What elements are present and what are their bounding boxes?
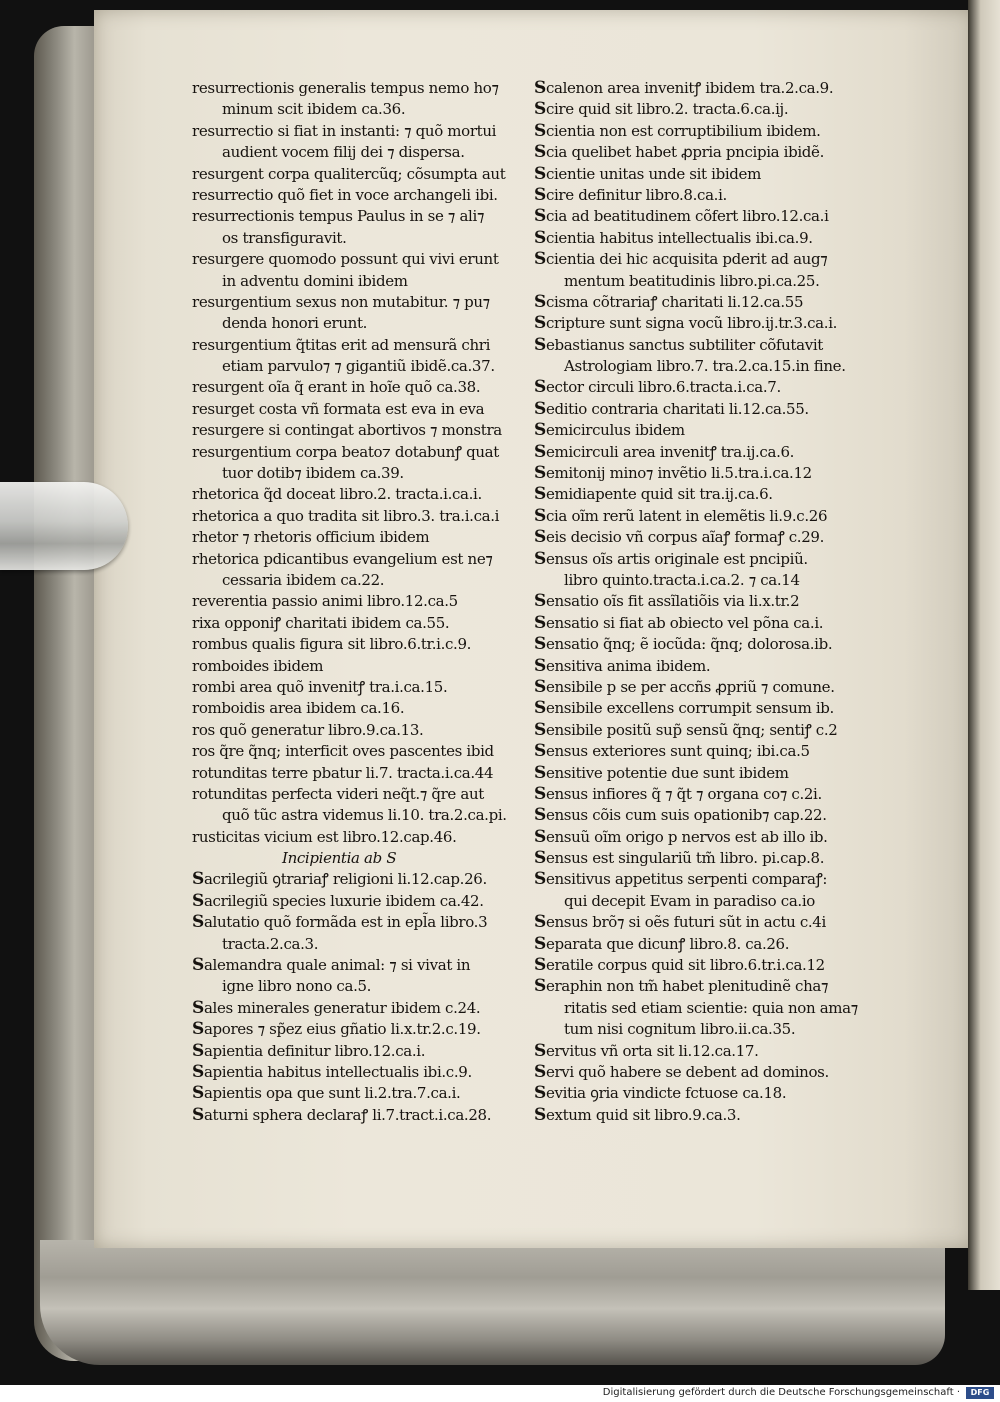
index-entry xyxy=(192,912,532,933)
initial-letter: S xyxy=(534,976,546,997)
entry-text: ensitive potentie due sunt ibidem xyxy=(545,763,789,782)
index-entry xyxy=(534,249,880,270)
index-entry: rhetor ⁊ rhetoris officium ibidem xyxy=(192,528,430,547)
index-entry: quõ tũc astra videmus li.10. tra.2.ca.pi. xyxy=(222,806,507,825)
initial-letter: S xyxy=(534,826,546,847)
initial-letter: S xyxy=(192,869,204,890)
index-entry xyxy=(534,1041,880,1062)
index-entry xyxy=(534,1105,880,1126)
initial-letter: S xyxy=(534,676,546,697)
index-entry xyxy=(534,656,880,677)
initial-letter: S xyxy=(534,1104,546,1125)
index-entry: rotunditas terre pbatur li.7. tracta.i.ca.44 xyxy=(192,763,494,782)
index-entry xyxy=(534,121,880,142)
index-entry xyxy=(534,99,880,120)
entry-text: ebastianus sanctus subtiliter cõfutavit xyxy=(545,335,823,354)
entry-text: cientie unitas unde sit ibidem xyxy=(545,164,761,183)
index-entry xyxy=(192,1041,532,1062)
initial-letter: S xyxy=(534,463,546,484)
footer-bar xyxy=(0,1385,1000,1402)
initial-letter: S xyxy=(534,1061,546,1082)
footer-credit: Digitalisierung gefördert durch die Deutsche Forschungsgemeinschaft · xyxy=(602,1387,960,1398)
initial-letter: S xyxy=(534,313,546,334)
index-entry: denda honori erunt. xyxy=(222,314,368,333)
initial-letter: S xyxy=(192,997,204,1018)
index-entry: reverentia passio animi libro.12.ca.5 xyxy=(192,592,458,611)
index-entry: rhetorica q̃d doceat libro.2. tracta.i.ca.i. xyxy=(192,485,482,504)
index-entry xyxy=(534,335,880,356)
initial-letter: S xyxy=(534,955,546,976)
initial-letter: S xyxy=(534,420,546,441)
initial-letter: S xyxy=(534,227,546,248)
initial-letter: S xyxy=(534,398,546,419)
index-entry: etiam parvulo⁊ ⁊ gigantiũ ibidẽ.ca.37. xyxy=(222,357,495,376)
initial-letter: S xyxy=(192,1019,204,1040)
index-entry xyxy=(534,420,880,441)
page-gutter xyxy=(968,0,1000,1290)
entry-text: emicirculi area invenitꝭ tra.ij.ca.6. xyxy=(545,442,795,461)
initial-letter: S xyxy=(534,655,546,676)
index-entry: libro quinto.tracta.i.ca.2. ⁊ ca.14 xyxy=(564,570,800,589)
entry-text: ensatio si fiat ab obiecto vel põna ca.i. xyxy=(545,613,824,632)
entry-text: cientia habitus intellectualis ibi.ca.9. xyxy=(545,228,813,247)
initial-letter: S xyxy=(534,184,546,205)
entry-text: cire quid sit libro.2. tracta.6.ca.ij. xyxy=(545,100,789,119)
index-entry xyxy=(534,869,880,890)
entry-text: alemandra quale animal: ⁊ si vivat in xyxy=(203,956,471,975)
index-entry xyxy=(534,377,880,398)
initial-letter: S xyxy=(192,1083,204,1104)
initial-letter: S xyxy=(534,741,546,762)
entry-text: ensus brõ⁊ si oẽs futuri sũt in actu c.4i xyxy=(545,913,826,932)
index-entry xyxy=(534,934,880,955)
initial-letter: S xyxy=(534,142,546,163)
index-entry xyxy=(534,698,880,719)
entry-text: ensus oĩs artis originale est pncipiũ. xyxy=(545,549,808,568)
entry-text: ensibile positũ sup̃ sensũ q̃nq; sentiꝭ c.2 xyxy=(545,720,838,739)
index-entry xyxy=(534,677,880,698)
entry-text: ales minerales generatur ibidem c.24. xyxy=(203,998,481,1017)
entry-text: eis decisio vñ corpus aĩaꝭ formaꝭ c.29. xyxy=(545,528,825,547)
initial-letter: S xyxy=(534,869,546,890)
index-entry xyxy=(534,228,880,249)
index-entry xyxy=(534,292,880,313)
entry-text: ensus exteriores sunt quinq; ibi.ca.5 xyxy=(545,742,810,761)
index-entry: resurgentium sexus non mutabitur. ⁊ pu⁊ xyxy=(192,292,490,311)
index-entry xyxy=(534,142,880,163)
index-entry: minum scit ibidem ca.36. xyxy=(222,100,406,119)
index-column-left xyxy=(192,78,532,1126)
initial-letter: S xyxy=(534,591,546,612)
index-entry: resurgent oĩa q̃ erant in hoĩe quõ ca.38. xyxy=(192,378,481,397)
index-entry: resurgere si contingat abortivos ⁊ monstra xyxy=(192,421,502,440)
entry-text: ervi quõ habere se debent ad dominos. xyxy=(545,1062,829,1081)
index-entry xyxy=(534,805,880,826)
index-entry: rotunditas perfecta videri neq̃t.⁊ q̃re aut xyxy=(192,784,484,803)
entry-text: alutatio quõ formãda est in epl̃a libro.3 xyxy=(203,913,488,932)
entry-text: ensitivus appetitus serpenti comparaꝭ: xyxy=(545,870,828,889)
initial-letter: S xyxy=(192,955,204,976)
initial-letter: S xyxy=(192,1040,204,1061)
index-entry xyxy=(534,848,880,869)
initial-letter: S xyxy=(534,612,546,633)
entry-text: apientis opa que sunt li.2.tra.7.ca.i. xyxy=(203,1084,461,1103)
index-entry: resurgentium q̃titas erit ad mensurã chri xyxy=(192,335,491,354)
initial-letter: S xyxy=(534,206,546,227)
index-entry: Incipientia ab S xyxy=(282,849,397,868)
dfg-logo: DFG xyxy=(966,1387,994,1399)
initial-letter: S xyxy=(534,291,546,312)
index-entry xyxy=(534,206,880,227)
index-entry xyxy=(192,1062,532,1083)
entry-text: eraphin non tm̃ habet plenitudinẽ cha⁊ xyxy=(545,977,829,996)
entry-text: extum quid sit libro.9.ca.3. xyxy=(545,1105,741,1124)
entry-text: cripture sunt signa vocũ libro.ij.tr.3.ca.i. xyxy=(545,314,838,333)
index-entry: ritatis sed etiam scientie: quia non ama⁊ xyxy=(564,998,858,1017)
initial-letter: S xyxy=(534,805,546,826)
initial-letter: S xyxy=(534,527,546,548)
index-entry: resurrectio si fiat in instanti: ⁊ quõ mortui xyxy=(192,121,497,140)
initial-letter: S xyxy=(534,441,546,462)
entry-text: calenon area invenitꝭ ibidem tra.2.ca.9. xyxy=(545,79,834,97)
index-entry: romboidis area ibidem ca.16. xyxy=(192,699,405,718)
index-entry xyxy=(534,549,880,570)
index-entry: rhetorica pdicantibus evangelium est ne⁊ xyxy=(192,549,493,568)
index-entry: rombus qualis figura sit libro.6.tr.i.c.9. xyxy=(192,635,472,654)
initial-letter: S xyxy=(534,783,546,804)
index-entry: resurgent corpa qualitercũq; cõsumpta aut xyxy=(192,164,506,183)
index-entry: tum nisi cognitum libro.ii.ca.35. xyxy=(564,1020,796,1039)
index-entry xyxy=(192,1019,532,1040)
book-bottom-edge xyxy=(40,1240,945,1365)
index-entry xyxy=(534,484,880,505)
initial-letter: S xyxy=(534,848,546,869)
entry-text: apientia habitus intellectualis ibi.c.9. xyxy=(203,1062,472,1081)
index-entry xyxy=(534,976,880,997)
index-entry xyxy=(534,463,880,484)
entry-text: apientia definitur libro.12.ca.i. xyxy=(203,1041,426,1060)
index-entry xyxy=(534,78,880,99)
page-clip xyxy=(0,482,128,570)
entry-text: cire definitur libro.8.ca.i. xyxy=(545,185,727,204)
index-entry xyxy=(534,1083,880,1104)
entry-text: acrilegiũ species luxurie ibidem ca.42. xyxy=(203,891,484,910)
entry-text: editio contraria charitati li.12.ca.55. xyxy=(545,399,809,418)
index-entry: in adventu domini ibidem xyxy=(222,271,408,290)
index-entry xyxy=(534,1062,880,1083)
index-entry: resurrectio quõ fiet in voce archangeli ibi. xyxy=(192,185,498,204)
entry-text: ensibile excellens corrumpit sensum ib. xyxy=(545,699,834,718)
initial-letter: S xyxy=(534,505,546,526)
index-entry xyxy=(192,998,532,1019)
index-entry xyxy=(534,912,880,933)
index-entry xyxy=(534,591,880,612)
index-entry: tuor dotib⁊ ibidem ca.39. xyxy=(222,464,404,483)
index-column-right xyxy=(534,78,880,1126)
index-entry xyxy=(534,613,880,634)
initial-letter: S xyxy=(534,334,546,355)
entry-text: aturni sphera declaraꝭ li.7.tract.i.ca.28. xyxy=(203,1105,492,1124)
index-entry: audient vocem filij dei ⁊ dispersa. xyxy=(222,143,465,162)
initial-letter: S xyxy=(192,912,204,933)
initial-letter: S xyxy=(534,99,546,120)
entry-text: emicirculus ibidem xyxy=(545,421,685,440)
entry-text: ensatio q̃nq; ẽ iocũda: q̃nq; dolorosa.ib. xyxy=(545,635,833,654)
initial-letter: S xyxy=(192,1104,204,1125)
initial-letter: S xyxy=(534,78,546,98)
index-entry: rombi area quõ invenitꝭ tra.i.ca.15. xyxy=(192,677,448,696)
index-entry: ros quõ generatur libro.9.ca.13. xyxy=(192,720,424,739)
initial-letter: S xyxy=(534,634,546,655)
index-entry: resurgentium corpa beato⁊ dotabunꝭ quat xyxy=(192,442,499,461)
entry-text: acrilegiũ ꝯtrariaꝭ religioni li.12.cap.26. xyxy=(203,870,487,889)
index-entry xyxy=(534,185,880,206)
index-entry: romboides ibidem xyxy=(192,656,324,675)
initial-letter: S xyxy=(534,1083,546,1104)
index-entry xyxy=(534,784,880,805)
entry-text: ensitiva anima ibidem. xyxy=(545,656,711,675)
index-entry: mentum beatitudinis libro.pi.ca.25. xyxy=(564,271,820,290)
index-entry: cessaria ibidem ca.22. xyxy=(222,570,385,589)
initial-letter: S xyxy=(534,377,546,398)
initial-letter: S xyxy=(534,1040,546,1061)
index-entry: resurrectionis generalis tempus nemo ho⁊ xyxy=(192,79,499,97)
index-entry xyxy=(192,869,532,890)
index-entry: os transfiguravit. xyxy=(222,228,347,247)
entry-text: cia oĩm rerũ latent in elemẽtis li.9.c.26 xyxy=(545,506,828,525)
entry-text: apores ⁊ sp̃ez eius gñatio li.x.tr.2.c.19. xyxy=(203,1020,481,1039)
entry-text: ector circuli libro.6.tracta.i.ca.7. xyxy=(545,378,781,397)
index-entry xyxy=(534,313,880,334)
index-entry: ros q̃re q̃nq; interficit oves pascentes ibid xyxy=(192,742,494,761)
entry-text: cia ad beatitudinem cõfert libro.12.ca.i xyxy=(545,207,829,226)
entry-text: ensus cõis cum suis opationib⁊ cap.22. xyxy=(545,806,827,825)
initial-letter: S xyxy=(534,762,546,783)
initial-letter: S xyxy=(192,890,204,911)
index-entry xyxy=(534,827,880,848)
index-entry xyxy=(534,720,880,741)
entry-text: cientia dei hic acquisita pderit ad aug⁊ xyxy=(545,250,828,269)
entry-text: emitonij mino⁊ invẽtio li.5.tra.i.ca.12 xyxy=(545,464,812,483)
index-entry xyxy=(192,1083,532,1104)
index-entry xyxy=(534,741,880,762)
entry-text: ensatio oĩs fit assĩlatiõis via li.x.tr.2 xyxy=(545,592,800,611)
index-entry: tracta.2.ca.3. xyxy=(222,934,319,953)
initial-letter: S xyxy=(534,912,546,933)
index-entry xyxy=(534,955,880,976)
entry-text: ensibile p se per accñs ꝓpriũ ⁊ comune. xyxy=(545,677,835,696)
index-entry xyxy=(534,442,880,463)
entry-text: eratile corpus quid sit libro.6.tr.i.ca.12 xyxy=(545,956,825,975)
initial-letter: S xyxy=(534,933,546,954)
initial-letter: S xyxy=(192,1061,204,1082)
entry-text: ensus est singulariũ tm̃ libro. pi.cap.8. xyxy=(545,849,825,868)
initial-letter: S xyxy=(534,698,546,719)
initial-letter: S xyxy=(534,548,546,569)
entry-text: ensus infiores q̃ ⁊ q̃t ⁊ organa co⁊ c.2i. xyxy=(545,784,822,803)
index-entry: rixa opponiꝭ charitati ibidem ca.55. xyxy=(192,613,450,632)
entry-text: eparata que dicunꝭ libro.8. ca.26. xyxy=(545,934,790,953)
entry-text: evitia ꝯria vindicte fctuose ca.18. xyxy=(545,1084,787,1103)
index-entry: resurrectionis tempus Paulus in se ⁊ ali⁊ xyxy=(192,207,485,226)
index-entry xyxy=(534,164,880,185)
index-entry: Astrologiam libro.7. tra.2.ca.15.in fine. xyxy=(564,357,846,376)
initial-letter: S xyxy=(534,163,546,184)
entry-text: emidiapente quid sit tra.ij.ca.6. xyxy=(545,485,773,504)
index-entry xyxy=(192,955,532,976)
entry-text: cisma cõtrariaꝭ charitati li.12.ca.55 xyxy=(545,292,804,311)
index-entry: rusticitas vicium est libro.12.cap.46. xyxy=(192,827,457,846)
index-entry: igne libro nono ca.5. xyxy=(222,977,372,996)
initial-letter: S xyxy=(534,719,546,740)
index-entry xyxy=(192,1105,532,1126)
index-entry xyxy=(534,506,880,527)
index-entry: qui decepit Evam in paradiso ca.io xyxy=(564,891,815,910)
initial-letter: S xyxy=(534,249,546,270)
index-entry: rhetorica a quo tradita sit libro.3. tra.i.ca.i xyxy=(192,506,500,525)
entry-text: cia quelibet habet ꝓpria pncipia ibidẽ. xyxy=(545,143,824,162)
index-entry xyxy=(534,399,880,420)
index-entry: resurgere quomodo possunt qui vivi erunt xyxy=(192,250,499,269)
entry-text: cientia non est corruptibilium ibidem. xyxy=(545,121,821,140)
index-entry xyxy=(534,763,880,784)
index-entry xyxy=(534,527,880,548)
initial-letter: S xyxy=(534,120,546,141)
entry-text: ervitus vñ orta sit li.12.ca.17. xyxy=(545,1041,759,1060)
initial-letter: S xyxy=(534,484,546,505)
index-entry xyxy=(534,634,880,655)
entry-text: ensuũ oĩm origo p nervos est ab illo ib. xyxy=(545,827,828,846)
index-entry: resurget costa vñ formata est eva in eva xyxy=(192,399,485,418)
index-entry xyxy=(192,891,532,912)
